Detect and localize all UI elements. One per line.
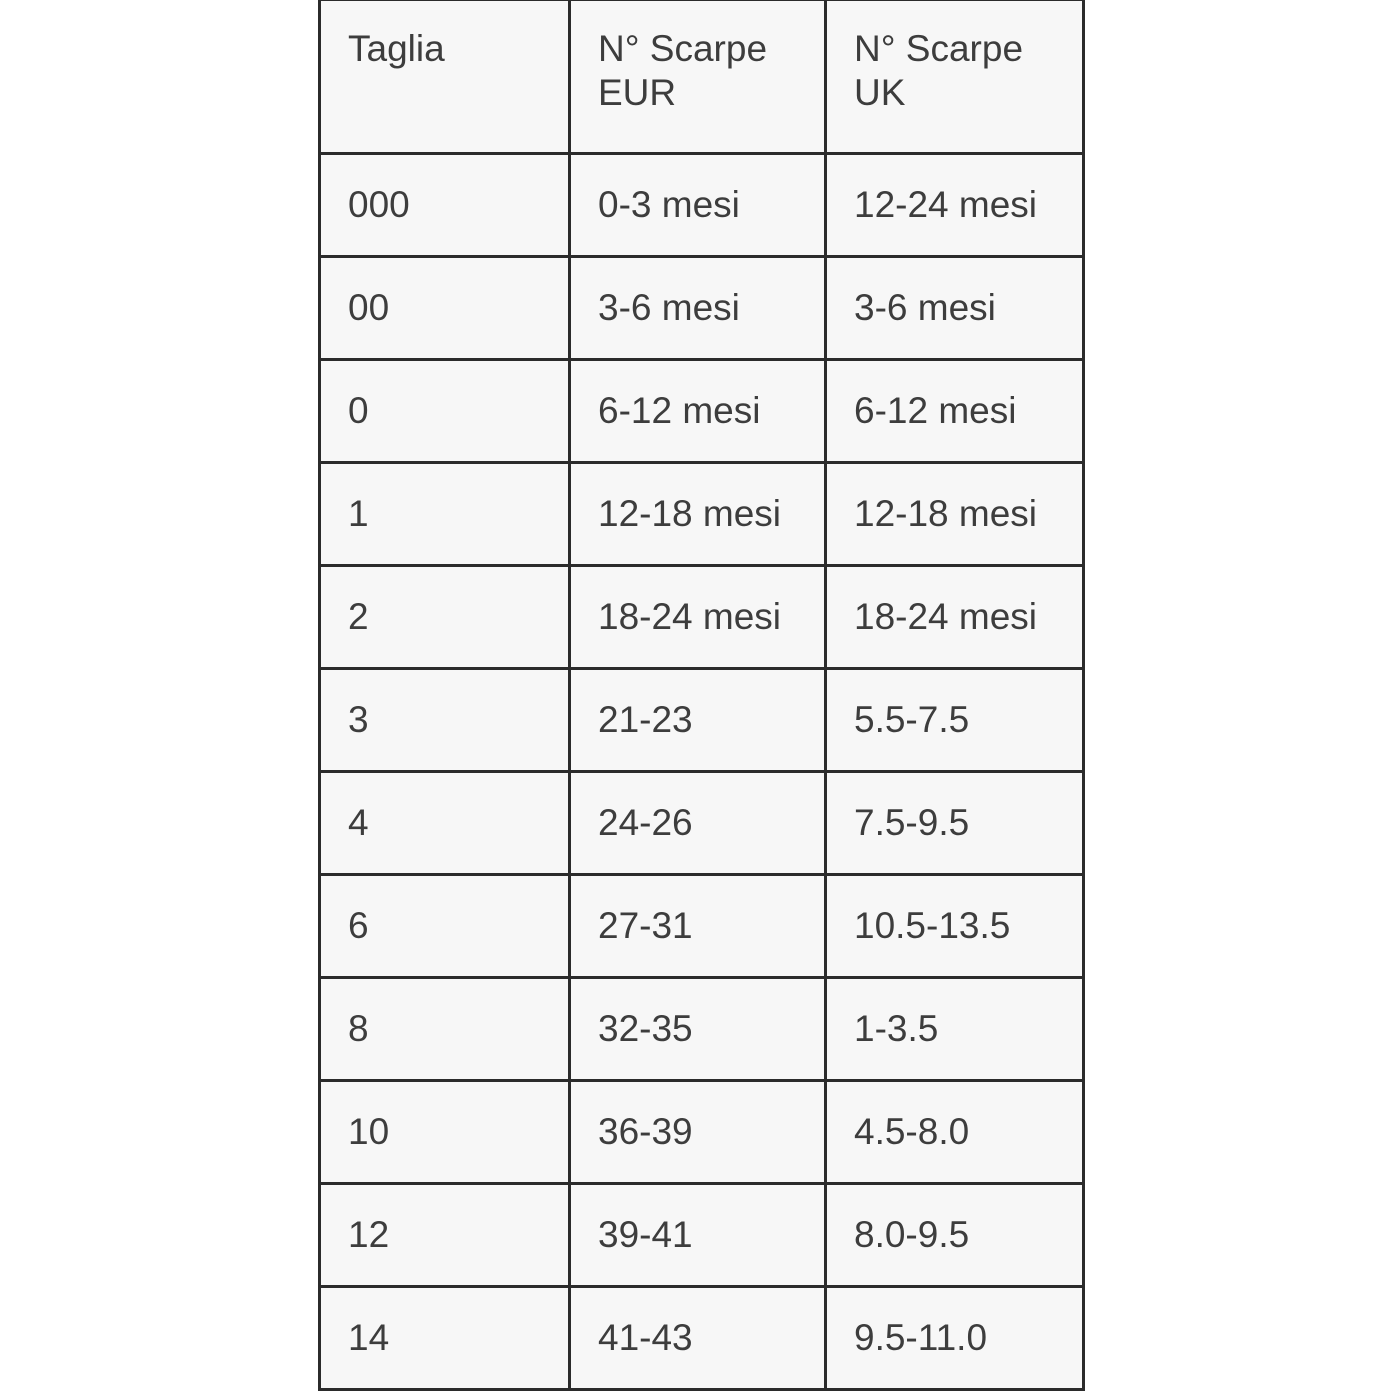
table-row [320,154,1084,257]
cell-eur: 12-18 mesi [570,463,826,566]
cell-taglia: 2 [320,566,570,669]
cell-eur: 21-23 [570,669,826,772]
cell-taglia: 12 [320,1184,570,1287]
table-row [320,875,1084,978]
table-row [320,978,1084,1081]
table-row [320,772,1084,875]
cell-eur: 18-24 mesi [570,566,826,669]
table-row [320,566,1084,669]
cell-uk: 1-3.5 [826,978,1084,1081]
cell-uk: 9.5-11.0 [826,1287,1084,1390]
cell-eur: 41-43 [570,1287,826,1390]
cell-eur: 24-26 [570,772,826,875]
cell-eur: 3-6 mesi [570,257,826,360]
table-row [320,463,1084,566]
column-header-taglia: Taglia [320,0,570,154]
cell-taglia: 6 [320,875,570,978]
cell-uk: 5.5-7.5 [826,669,1084,772]
cell-taglia: 000 [320,154,570,257]
cell-eur: 39-41 [570,1184,826,1287]
table-row [320,1287,1084,1390]
cell-eur: 6-12 mesi [570,360,826,463]
cell-uk: 12-24 mesi [826,154,1084,257]
size-chart-table [318,0,1085,1391]
cell-uk: 3-6 mesi [826,257,1084,360]
cell-taglia: 1 [320,463,570,566]
cell-taglia: 8 [320,978,570,1081]
table-row [320,1184,1084,1287]
cell-uk: 12-18 mesi [826,463,1084,566]
cell-taglia: 10 [320,1081,570,1184]
cell-taglia: 14 [320,1287,570,1390]
table-row [320,1081,1084,1184]
header-row [320,0,1084,154]
cell-eur: 0-3 mesi [570,154,826,257]
cell-uk: 6-12 mesi [826,360,1084,463]
cell-eur: 36-39 [570,1081,826,1184]
cell-taglia: 4 [320,772,570,875]
table-row [320,257,1084,360]
cell-eur: 32-35 [570,978,826,1081]
cell-uk: 8.0-9.5 [826,1184,1084,1287]
table-row [320,669,1084,772]
cell-uk: 7.5-9.5 [826,772,1084,875]
column-header-scarpe-eur: N° Scarpe EUR [570,0,826,154]
cell-uk: 4.5-8.0 [826,1081,1084,1184]
cell-taglia: 00 [320,257,570,360]
table-row [320,360,1084,463]
cell-eur: 27-31 [570,875,826,978]
cell-taglia: 0 [320,360,570,463]
column-header-scarpe-uk: N° Scarpe UK [826,0,1084,154]
cell-uk: 10.5-13.5 [826,875,1084,978]
cell-uk: 18-24 mesi [826,566,1084,669]
cell-taglia: 3 [320,669,570,772]
